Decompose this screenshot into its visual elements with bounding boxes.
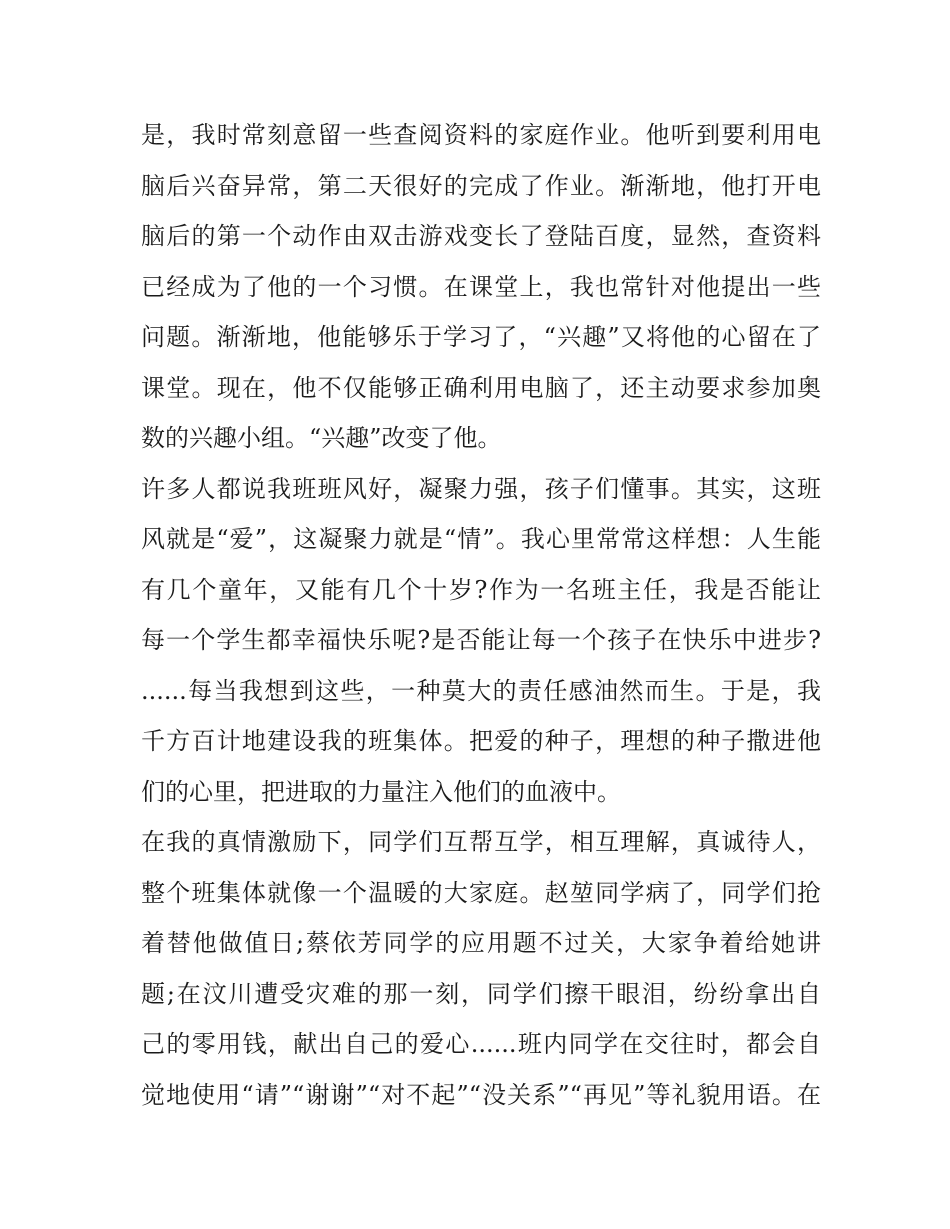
paragraph bbox=[141, 110, 821, 464]
text-line: 每一个学生都幸福快乐呢?是否能让每一个孩子在快乐中进步? bbox=[141, 626, 821, 654]
paragraph bbox=[141, 817, 821, 1120]
text-line: 许多人都说我班班风好，凝聚力强，孩子们懂事。其实，这班 bbox=[141, 474, 821, 503]
paragraph bbox=[141, 464, 821, 818]
text-line: 有几个童年，又能有几个十岁?作为一名班主任，我是否能让 bbox=[141, 575, 821, 604]
text-line: 着替他做值日;蔡依芳同学的应用题不过关，大家争着给她讲 bbox=[141, 929, 821, 957]
text-line: 觉地使用“请”“谢谢”“对不起”“没关系”“再见”等礼貌用语。在 bbox=[141, 1080, 821, 1109]
text-line: 课堂。现在，他不仅能够正确利用电脑了，还主动要求参加奥 bbox=[141, 373, 821, 402]
text-line: ......每当我想到这些，一种莫大的责任感油然而生。于是，我 bbox=[141, 676, 821, 705]
text-line: 已经成为了他的一个习惯。在课堂上，我也常针对他提出一些 bbox=[141, 272, 821, 301]
text-line: 在我的真情激励下，同学们互帮互学，相互理解，真诚待人， bbox=[141, 828, 821, 856]
text-line: 脑后兴奋异常，第二天很好的完成了作业。渐渐地，他打开电 bbox=[141, 171, 821, 200]
text-line: 数的兴趣小组。“兴趣”改变了他。 bbox=[141, 424, 502, 452]
text-line: 是，我时常刻意留一些查阅资料的家庭作业。他听到要利用电 bbox=[141, 121, 821, 149]
text-line: 己的零用钱，献出自己的爱心......班内同学在交往时，都会自 bbox=[141, 1030, 821, 1058]
body-text bbox=[141, 110, 821, 1120]
text-line: 问题。渐渐地，他能够乐于学习了，“兴趣”又将他的心留在了 bbox=[141, 323, 821, 351]
text-line: 千方百计地建设我的班集体。把爱的种子，理想的种子撒进他 bbox=[141, 727, 821, 755]
text-line: 们的心里，把进取的力量注入他们的血液中。 bbox=[141, 777, 621, 806]
text-line: 整个班集体就像一个温暖的大家庭。赵堃同学病了，同学们抢 bbox=[141, 878, 821, 907]
text-line: 题;在汶川遭受灾难的那一刻，同学们擦干眼泪，纷纷拿出自 bbox=[141, 979, 821, 1008]
text-line: 脑后的第一个动作由双击游戏变长了登陆百度，显然，查资料 bbox=[141, 222, 821, 250]
text-line: 风就是“爱”，这凝聚力就是“情”。我心里常常这样想：人生能 bbox=[141, 525, 821, 553]
